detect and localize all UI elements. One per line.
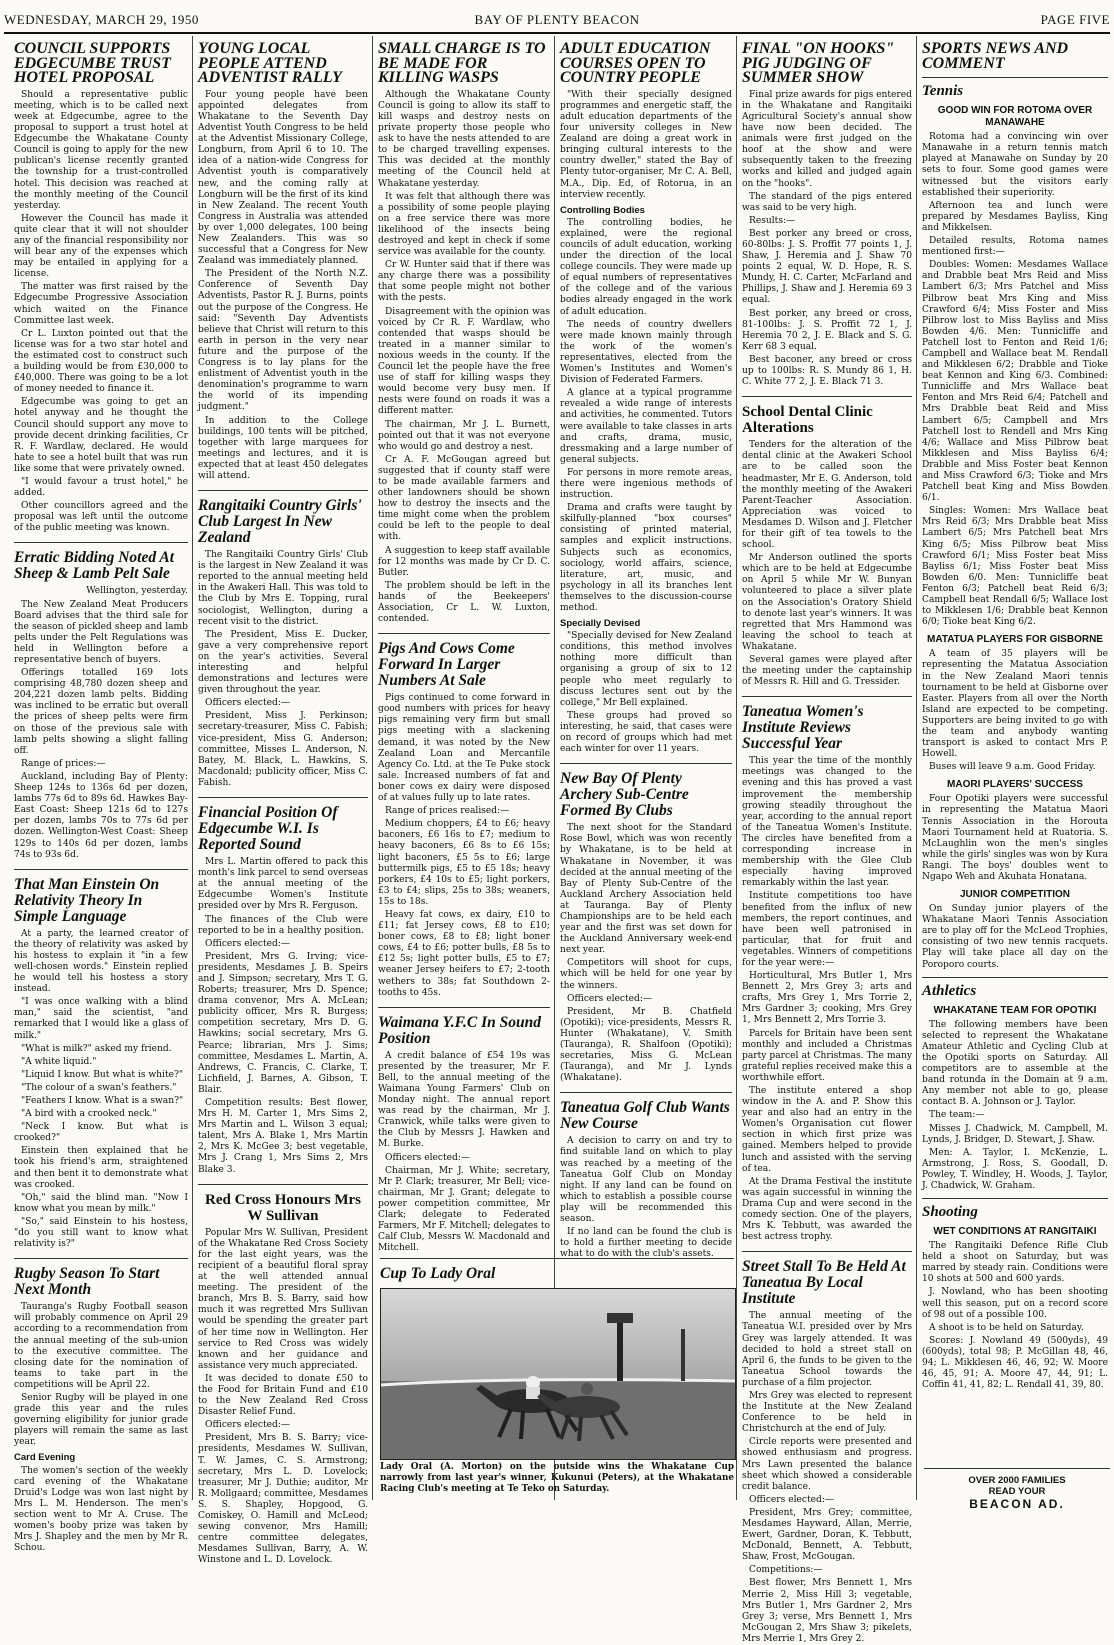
paragraph: Singles: Women: Mrs Wallace beat Mrs Reid 6/3; Mrs Drabble beat Miss Lambert 6/5; Mrs Patchell beat Mrs King 6/5; Miss Pilbrow beat Miss Crawford 6/1; Miss Foster beat Miss Bayliss 6/1; Miss Foster beat Miss Bowden 6/0. Men: Tunnicliffe beat Fenton 6/3; Patchell beat Reid 6/3; Campbell beat Rendall 6/5; Wallace lost to Mikklesen 1/6; Drabble beat Kennon 6/0; Tioke beat King 6/2. — [922, 506, 1108, 628]
paragraph: Men: A. Taylor, I. McKenzie, L. Armstrong, J. Ross, S. Goodall, D. Powley, T. Windley, H. Woods, J. Taylor, J. Chadwick, W. Graham. — [922, 1147, 1108, 1191]
paragraph: At the Drama Festival the institute was again successful in winning the Drama Cup and were second in the comedy section. One of the players, Mrs K. Tebbutt, was awarded the best actress trophy. — [742, 1176, 912, 1243]
paragraph: The controlling bodies, he explained, were the regional councils of adult education, working under the direction of the local college councils. They were made up of equal numbers of representatives of the college and of the various bodies already engaged in the work of adult education. — [560, 217, 732, 317]
paragraph: Competitions:— — [749, 1565, 823, 1576]
paragraph: Mrs Grey was elected to represent the Institute at the New Zealand Conference to be held in Christchurch at the end of July. — [742, 1390, 912, 1435]
paragraph: Officers elected:— — [567, 993, 652, 1004]
headline: Red Cross Honours Mrs W Sullivan — [198, 1184, 368, 1224]
paragraph: Officers elected:— — [205, 938, 290, 949]
paragraph: The Rangitaiki Defence Rifle Club held a shoot on Saturday, but was marred by steady rain. Conditions were 10 shots at 500 and 600 yards. — [922, 1241, 1108, 1285]
paragraph: Other councillors agreed and the proposal was left until the outcome of the public meeting was known. — [14, 501, 188, 534]
paragraph: If no land can be found the club is to hold a further meeting to decide what to do with the club's assets. — [560, 1227, 732, 1260]
paragraph: In addition to the College buildings, 100 tents will be pitched, together with large marquees for meetings and lectures, and it is expected that at least 450 delegates will attend. — [198, 415, 368, 481]
headline: School Dental Clinic Alterations — [742, 396, 912, 436]
paragraph: Circle reports were presented and showed enthusiasm and progress. Mrs Lawn presented the balance sheet which showed a considerable credit balance. — [742, 1437, 912, 1492]
paragraph: Tenders for the alteration of the dental clinic at the Awakeri School are to be called soon the headmaster, Mr E. G. Anderson, told the monthly meeting of the Awakeri Parent-Teacher Association. Appreciation was voiced to Mesdames D. Wilson and J. Fletcher for their gift of tea towels to the school. — [742, 440, 912, 551]
paragraph: Senior Rugby will be played in one grade this year and the rules governing eligibility for junior grade players will remain the same as last year. — [14, 1392, 188, 1448]
paragraph: "Specially devised for New Zealand conditions, this method involves nothing more difficult than organising a group of six to 12 people who meet regularly to discuss lectures sent out by the college," Mr Bell explained. — [560, 631, 732, 708]
column-rule — [736, 36, 737, 1500]
paragraph: "A bird with a crooked neck." — [21, 1109, 157, 1120]
paragraph: "Feathers I know. What is a swan?" — [21, 1096, 184, 1106]
paragraph: Officers elected:— — [749, 1494, 834, 1505]
headline: That Man Einstein On Relativity Theory In Simple Language — [14, 869, 188, 925]
paragraph: A credit balance of £54 19s was presented by the treasurer, Mr F. Bell, to the annual meeting of the Waimana Young Farmers' Club on Monday night. The annual report was read by the chairman, Mr J. Cranwick, while talks were given to the Club by Messrs J. Hawken and M. Burke. — [378, 1050, 550, 1150]
headline: Financial Position Of Edgecumbe W.I. Is Reported Sound — [198, 797, 368, 853]
paragraph: Cr A. F. McGougan agreed but suggested that if county staff were to be made available farmers and other landowners should be shown how to destroy the insects and the time might come when the problem could be left to the people to deal with. — [378, 454, 550, 543]
headline: Taneatua Golf Club Wants New Course — [560, 1092, 732, 1132]
paragraph: Parcels for Britain have been sent monthly and included a Christmas party parcel at Christmas. The many grateful replies received make this a worthwhile effort. — [742, 1028, 912, 1083]
column-rule — [192, 36, 193, 1500]
issue-date: WEDNESDAY, MARCH 29, 1950 — [4, 12, 199, 27]
paragraph: The problem should be left in the hands of the Beekeepers' Association, Cr L. W. Luxton, contended. — [378, 580, 550, 625]
newspaper-name: BAY OF PLENTY BEACON — [474, 12, 640, 27]
paragraph: A suggestion to keep staff available for 12 months was made by Cr D. C. Butler. — [378, 545, 550, 578]
paragraph: For persons in more remote areas, there were ingenious methods of instruction. — [560, 467, 732, 501]
paragraph: The President of the North N.Z. Conference of Seventh Day Adventists, Pastor R. J. Burns, points out the purpose of the Congress. He said: "Seventh Day Adventists believe that Christ will return to this earth in person in the very near future and the purpose of the Congress is to lay plans for the enlistment of Adventist youth in the denomination's programme to warn the world of its impending judgment." — [198, 269, 368, 413]
paragraph: The annual meeting of the Taneatua W.I. presided over by Mrs Grey was largely attended. It was decided to hold a street stall on April 6, the funds to be given to the Taneatua School towards the purchase of a film projector. — [742, 1311, 912, 1388]
paragraph: "What is milk?" asked my friend. — [21, 1043, 172, 1054]
advertisement — [924, 1468, 1110, 1511]
paragraph: The following members have been selected to represent the Whakatane Amateur Athletic and Cycling Club at the Opotiki sports on Saturday. All competitors are to assemble at the band rotunda in the Domain at 9 a.m. Any member not able to go, please contact B. A. Johnson or J. Taylor. — [922, 1019, 1108, 1108]
paragraph: However the Council has made it quite clear that it will not shoulder any of the financial responsibility nor will bear any of the expenses which may be entailed in applying for a license. — [14, 213, 188, 280]
paragraph: "The colour of a swan's feathers." — [21, 1082, 177, 1093]
photo-title: Cup To Lady Oral — [380, 1258, 734, 1282]
column-2 — [198, 38, 368, 1566]
paragraph: President, Mr B. Chatfield (Opotiki); vice-presidents, Messrs R. Hunter (Whakatane), V. Smith (Tauranga), R. Shalfoon (Opotiki); secretaries, Miss G. McLean (Tauranga), and Mr J. Lynds (Whakatane). — [560, 1006, 732, 1084]
headline: FINAL "ON HOOKS" PIG JUDGING OF SUMMER SHOW — [742, 40, 895, 87]
paragraph: Cr W. Hunter said that if there was any charge there was a possibility that some people might not bother with the pests. — [378, 260, 550, 304]
subheadline: GOOD WIN FOR ROTOMA OVER MANAWAHE — [937, 105, 1093, 129]
paragraph: Einstein then explained that he took his friend's arm, straightened and then bent it to demonstrate what was crooked. — [14, 1146, 188, 1190]
headline: Rangitaiki Country Girls' Club Largest In New Zealand — [198, 490, 368, 546]
paragraph: Misses J. Chadwick, M. Campbell, M. Lynds, J. Bridger, D. Stewart, J. Shaw. — [922, 1123, 1108, 1145]
paragraph: Four young people have been appointed delegates from Whakatane to the Seventh Day Adventist Youth Congress to be held at the Adventist Missionary College, Longburn, from April 6 to 10. The idea of a nation-wide Congress for Adventist youth is comparatively new, and the coming rally at Longburn will be the first of its kind in New Zealand. The recent Youth Congress in Australia was attended by over 1,000 delegates, 100 being New Zealanders. This was so successful that a Congress for New Zealand was immediately planned. — [198, 89, 368, 267]
paragraph: Four Opotiki players were successful in representing the Matatua Maori Tennis Association in the Horouta Maori Tournament held at Ruatoria. S. McLaughlin won the men's singles while the girls' singles was won by Kura Rangi. The boys' doubles went to Ngapo Weh and Akuhata Honatana. — [922, 794, 1108, 882]
paragraph: The women's section of the weekly card evening of the Whakatane Druid's Lodge was won last night by Mrs L. M. Henderson. The men's section went to Mr A. Cruse. The women's booby prize was taken by Mrs J. Shapley and the men by Mr R. Schou. — [14, 1465, 188, 1554]
headline: New Bay Of Plenty Archery Sub-Centre Formed By Clubs — [560, 763, 732, 819]
subheading: Specially Devised — [560, 618, 641, 630]
paragraph: Best baconer, any breed or cross up to 100lbs: R. S. Mundy 86 1, H. C. White 77 2, J. E. Black 71 3. — [742, 354, 912, 388]
paragraph: Mr Anderson outlined the sports which are to be held at Edgecumbe on April 5 while Mr W. Bunyan volunteered to place a silver plate on the Association's Oratory Shield to denote last year's winners. It was regretted that Mrs Hammond was leaving the school to teach at Whakatane. — [742, 553, 912, 652]
paragraph: Auckland, including Bay of Plenty: Sheep 124s to 136s 6d per dozen, lambs 77s 6d to 89s 6d. Hawkes Bay-East Coast: Sheep 121s 6d to 127s per dozen, lambs 70s to 77s 6d per dozen. Wellington-West Coast: Sheep 129s to 140s 6d per dozen, lambs 74s to 93s 6d. — [14, 771, 188, 860]
paragraph: The President, Miss E. Ducker, gave a very comprehensive report on the year's activities. Several interesting and helpful demonstrations and lectures were given throughout the year. — [198, 629, 368, 696]
paragraph: The Rangitaiki Country Girls' Club is the largest in New Zealand it was reported to the annual meeting held in the Awakeri Hall. This was told to the Club by Mrs E. Topping, rural sociologist, Wellington, during a recent visit to the district. — [198, 550, 368, 627]
paragraph: Drama and crafts were taught by skilfully-planned "box courses" consisting of printed material, samples and explicit instructions. Subjects such as economics, sociology, world affairs, science, literature, art, music, and psychology in all its branches lent themselves to the discussion-course method. — [560, 503, 732, 613]
paragraph: Horticultural, Mrs Butler 1, Mrs Bennett 2, Mrs Grey 3; arts and crafts, Mrs Grey 1, Mrs Torrie 2, Mrs Gardner 3; cooking, Mrs Grey 1, Mrs Bennett 2, Mrs Torrie 3. — [742, 971, 912, 1026]
paragraph: Best flower, Mrs Bennett 1, Mrs Merrie 2, Miss Hill 3; vegetable, Mrs Butler 1, Mrs Gardner 2, Mrs Grey 3; verse, Mrs Bennett 1, Mrs McGougan 2, Mrs Shaw 3; pikelets, Mrs Merrie 1, Mrs Grey 2. — [742, 1578, 912, 1644]
paragraph: "Liquid I know. But what is white?" — [21, 1069, 184, 1080]
headline: COUNCIL SUPPORTS EDGECUMBE TRUST HOTEL PROPOSAL — [14, 40, 171, 87]
paragraph: Afternoon tea and lunch were prepared by Mesdames Bayliss, King and Mikkelsen. — [922, 200, 1108, 233]
paragraph: The matter was first raised by the Edgecumbe Progressive Association which waited on the Finance Committee last week. — [14, 282, 188, 326]
paragraph: Mrs L. Martin offered to pack this month's link parcel to send overseas at the annual meeting of the Edgecumbe Women's Institute presided over by Mrs R. Ferguson. — [198, 857, 368, 912]
paragraph: Cr L. Luxton pointed out that the license was for a two star hotel and the estimated cost to construct such a building would be from £30,000 to £40,000. There was going to be a lot of money needed to finance it. — [14, 328, 188, 395]
masthead — [4, 4, 1110, 34]
paragraph: The team:— — [929, 1110, 985, 1121]
column-rule — [372, 36, 373, 1500]
paragraph: Competition results: Best flower, Mrs H. M. Carter 1, Mrs Sims 2, Mrs Martin and L. Wilson 3 equal; talent, Mrs A. Blake 1, Mrs Martin 2, Mrs K. McGee 3; best vegetable, Mrs J. Crang 1, Mrs Sims 2, Mrs Blake 3. — [198, 1098, 368, 1175]
paragraph: The needs of country dwellers were made known mainly through the work of the women's representatives, elected from the Women's Institutes and Women's Division of Federated Farmers. — [560, 319, 732, 386]
paragraph: Tauranga's Rugby Football season will probably commence on April 29 according to a recommendation from the annual meeting of the sub-union to the executive committee. The closing date for the nomination of teams to take part in the competitions will be April 22. — [14, 1302, 188, 1390]
paragraph: Best porker, any breed or cross, 81-100lbs: J. S. Proffit 72 1, J. Heremia 70 2, J. E. Black and S. G. Kerr 68 3 equal. — [742, 308, 912, 352]
paragraph: The institute entered a shop window in the A. and P. Show this year and also had an entry in the Women's Organisation cut flower section in which first prize was gained. Members helped to provide lunch and assisted with the serving of tea. — [742, 1086, 912, 1174]
paragraph: Doubles: Women: Mesdames Wallace and Drabble beat Mrs Reid and Miss Lambert 6/3; Mrs Patchel and Miss Pilbrow beat Mrs King and Miss Crawford 6/4; Miss Foster and Miss Pilbrow lost to Miss Bayliss and Miss Bowden 4/6. Men: Tunnicliffe and Patchell lost to Fenton and Reid 1/6; Campbell and Wallace beat M. Rendall and Mikklesen 6/2; Drabble and Tioke beat Kennon and King 6/3. Combined: Tunnicliffe and Mrs Wallace beat Fenton and Mrs Reid 6/4; Patchell and Mrs Drabble beat Reid and Miss Lambert 6/5; Campbell and Mrs Patchell lost to Rendell and Mrs King 4/6; Wallace and Miss Pilbrow beat Mikklesen and Miss Bayliss 6/4; Drabble and Miss Foster beat Kennon and Miss Crawford 6/3; Tioke and Mrs Patchell beat King and Miss Bowden 6/1. — [922, 260, 1108, 504]
headline: Pigs And Cows Come Forward In Larger Numbers At Sale — [378, 633, 550, 689]
paragraph: It was felt that although there was a possibility of some people playing on a free service there was more likelihood of the insects being destroyed and kept in check if some service was available for the county. — [378, 191, 550, 258]
paragraph: Chairman, Mr J. White; secretary, Mr P. Clark; treasurer, Mr Bell; vice-chairman, Mr J. Grant; delegate to power competition committee, Mr Clark; delegate to Federated Farmers, Mr F. Mitchell; delegates to Calf Club, Messrs W. Macdonald and Mitchell. — [378, 1165, 550, 1254]
paragraph: President, Miss J. Perkinson; secretary-treasurer, Miss C. Fabish; vice-president, Miss G. Anderson; committee, Misses L. Anderson, N. Batey, M. Black, L. Hawkins, S. Macdonald; publicity officer, Miss C. Fabish. — [198, 711, 368, 788]
headline: SPORTS NEWS AND COMMENT — [922, 40, 1069, 72]
paragraph: J. Nowland, who has been shooting well this season, put on a record score of 98 out of a possible 100. — [922, 1287, 1108, 1320]
subheadline: JUNIOR COMPETITION — [959, 889, 1070, 901]
paragraph: President, Mrs G. Irving; vice-presidents, Mesdames J. B. Speirs and J. Simpson; secretary, Mrs T. G. Roberts; treasurer, Mrs D. Spence; drama convenor, Mrs A. McLean; publicity officer, Mrs R. Burgess; competition secretary, Mrs D. G. Hawkins; social secretary, Mrs G. Pearce; librarian, Mrs J. Sims; committee, Mesdames L. Martin, A. Andrews, C. Francis, C. Clarke, T. Lichfield, J. Barnes, A. Gibson, T. Blair. — [198, 951, 368, 1095]
paragraph: "With their specially designed programmes and energetic staff, the adult education departments of the four university colleges in New Zealand are doing a great work in bringing cultural interests to the country dweller," stated the Bay of Plenty tutor-organiser, Mr C. A. Bell, M.A., Dip. Ed, of Rotorua, in an interview recently. — [560, 89, 732, 200]
paragraph: Officers elected:— — [385, 1152, 470, 1163]
column-6 — [922, 38, 1108, 1462]
paragraph: Pigs continued to come forward in good numbers with prices for heavy pigs remaining very firm but small pigs meeting with a slackening demand, it was noted by the New Zealand Loan and Mercantile Agency Co. Ltd. at the Te Puke stock sale. Increased numbers of fat and boner cows ex dairy were disposed of at values fully up to late rates. — [378, 693, 550, 804]
paragraph: Rotoma had a convincing win over Manawahe in a return tennis match played at Manawahe on Sunday by 20 sets to four. Some good games were witnessed but the visitors early established their superiority. — [922, 132, 1108, 198]
subheadline: MATATUA PLAYERS FOR GISBORNE — [927, 634, 1103, 646]
paragraph: A shoot is to be held on Saturday. — [929, 1322, 1084, 1333]
paragraph: On Sunday junior players of the Whakatane Maori Tennis Association are to play off for the McLeod Trophies, consisting of two new tennis racquets. Play will take place all day on the Poroporo courts. — [922, 904, 1108, 970]
paragraph: Medium choppers, £4 to £6; heavy baconers, £6 16s to £7; medium to heavy baconers, £6 8s to £6 15s; light baconers, £5 5s to £6; large buttermilk pigs, £5 to £5 18s; heavy porkers, £4 10s to £5; light porkers, £3 to £4; slips, 25s to 38s; weaners, 15s to 18s. — [378, 819, 550, 907]
paragraph: Disagreement with the opinion was voiced by Cr R. F. Wardlaw, who contended that wasps should be treated in a manner similar to noxious weeds in the county. If the Council let the people have the free use of staff for killing wasps they would become very busy men. If nests were found on roads it was a different matter. — [378, 306, 550, 417]
paragraph: Although the Whakatane County Council is going to allow its staff to kill wasps and destroy nests on private property those people who ask to have the nests attended to are to be charged travelling expenses. This was decided at the monthly meeting of the Council held at Whakatane yesterday. — [378, 89, 550, 189]
race-photo — [380, 1288, 736, 1460]
subheadline: WET CONDITIONS AT RANGITAIKI — [933, 1226, 1097, 1238]
subheadline: WHAKATANE TEAM FOR OPOTIKI — [933, 1004, 1097, 1016]
paragraph: Officers elected:— — [205, 1420, 290, 1431]
paragraph: Edgecumbe was going to get an hotel anyway and he thought the Council should support any move to provide decent drinking facilities, Cr R. F. Wardlaw, declared. He would hate to see a hotel built that was run like some that were privately owned. — [14, 397, 188, 474]
paragraph: Results:— — [749, 215, 796, 226]
paragraph: "I would favour a trust hotel," he added. — [14, 476, 188, 499]
headline: Rugby Season To Start Next Month — [14, 1258, 188, 1298]
paragraph: The next shoot for the Standard Rose Bowl, which was won recently by Whakatane, is to be held at Whakatane in November, it was decided at the annual meeting of the Bay of Plenty Sub-Centre of the Auckland Archery Association held at Tauranga. Bay of Plenty Championships are to be held each year and the first was set down for the Auckland Anniversary week-end next year. — [560, 823, 732, 956]
ad-line: READ YOUR — [988, 1486, 1046, 1497]
headline: Waimana Y.F.C In Sound Position — [378, 1007, 550, 1047]
column-5 — [742, 38, 912, 1644]
paragraph: A team of 35 players will be representing the Matatua Association in the New Zealand Maori tennis tournament to be held at Gisborne over Easter. Players from all over the North Island are expected to be competing. Supporters are being invited to go with the team and anybody wanting transport is asked to contact Mrs P. Howell. — [922, 649, 1108, 760]
paragraph: Several games were played after the meeting under the captainship of Messrs R. Hill and G. Tressider. — [742, 655, 912, 688]
paragraph: Offerings totalled 169 lots comprising 48,780 dozen sheep and 204,221 dozen lamb pelts. Bidding was inclined to be erratic but overall the prices of sheep pelts were firm on those of the previous sale with lamb pelts showing a slight falling off. — [14, 668, 188, 756]
headline: YOUNG LOCAL PEOPLE ATTEND ADVENTIST RALLY — [198, 40, 342, 87]
paragraph: "Oh," said the blind man. "Now I know what you mean by milk." — [14, 1192, 188, 1214]
subheading: Card Evening — [14, 1452, 76, 1464]
paragraph: Institute competitions too have benefited from the influx of new members, the report continues, and have been well patronised in particular, that for fruit and vegetables. Winners of competitions for the year were:— — [742, 891, 912, 968]
paragraph: Detailed results, Rotoma names mentioned first:— — [922, 236, 1108, 258]
headline: Street Stall To Be Held At Taneatua By Local Institute — [742, 1251, 912, 1307]
paragraph: Competitors will shoot for cups, which will be held for one year by the winners. — [560, 958, 732, 991]
column-rule — [916, 36, 917, 1500]
dateline: Wellington, yesterday. — [86, 586, 188, 597]
horse-race-image — [381, 1289, 735, 1459]
paragraph: Officers elected:— — [205, 698, 290, 709]
paragraph: A glance at a typical programme revealed a wide range of interests and activities, he commented. Tutors were available to take classes in arts and crafts, drama, music, dressmaking and a large number of general subjects. — [560, 388, 732, 465]
paragraph: "A white liquid." — [21, 1056, 97, 1067]
headline: Taneatua Women's Institute Reviews Successful Year — [742, 696, 912, 752]
paragraph: "Neck I know. But what is crooked?" — [14, 1122, 188, 1144]
paragraph: At a party, the learned creator of the theory of relativity was asked by his hostess to explain it "in a few well-chosen words." Einstein replied he would tell his hostess a story instead. — [14, 928, 188, 995]
paragraph: President, Mrs B. S. Barry; vice-presidents, Mesdames W. Sullivan, T. W. James, C. S. Armstrong; secretary, Mrs L. D. Lovelock; treasurer, Mr J. Duthie; auditor, Mr R. Mollgaard; committee, Mesdames S. S. Shapley, Hopgood, G. Comiskey, O. Hamill and McLeod; sewing convenor, Mrs Hamill; centre committee delegates, Mesdames Sullivan, Barry, A. W. Winstone and L. D. Lovelock. — [198, 1433, 368, 1566]
paragraph: Best porker any breed or cross, 60-80lbs: J. S. Proffit 77 points 1, J. Shaw, J. Heremia and J. Shaw 70 points 2 equal, W. D. Hope, R. S. Mundy, H. C. Carter, McFarland and Phillips, J. Shaw and J. Heremia 69 3 equal. — [742, 228, 912, 306]
headline: ADULT EDUCATION COURSES OPEN TO COUNTRY PEOPLE — [560, 40, 711, 87]
paragraph: The standard of the pigs entered was said to be very high. — [742, 191, 912, 213]
paragraph: The finances of the Club were reported to be in a healthy position. — [198, 914, 368, 936]
section-heading: Athletics — [922, 977, 1108, 999]
section-heading: Tennis — [922, 77, 1108, 99]
subheading: Controlling Bodies — [560, 204, 645, 216]
paragraph: Popular Mrs W. Sullivan, President of the Whakatane Red Cross Society for the last eight years, was the recipient of a beautiful floral spray at the well attended annual meeting. The president of the branch, Mrs B. S. Barry, said how much it was regretted Mrs Sullivan would be spending the greater part of her time now in Wellington. Her service to Red Cross was widely known and her guidance and assistance very much appreciated. — [198, 1227, 368, 1371]
page-number: PAGE FIVE — [1040, 12, 1110, 27]
paragraph: "So," said Einstein to his hostess, "do you still want to know what relativity is?" — [14, 1216, 188, 1250]
ad-line: OVER 2000 FAMILIES — [968, 1475, 1066, 1486]
photo-caption: Lady Oral (A. Morton) on the outside wins the Whakatane Cup narrowly from last year's winner, Kukunui (Peters), at the Whakatane Racing Club's meeting at Te Teko on Saturday. — [380, 1462, 734, 1494]
column-3 — [378, 38, 550, 1270]
paragraph: Final prize awards for pigs entered in the Whakatane and Rangitaiki Agricultural Society's annual show have now been decided. The animals were first judged on the hoof at the show and were subsequently taken to the freezing works and killed and judged again on the "hooks". — [742, 89, 912, 189]
headline: SMALL CHARGE IS TO BE MADE FOR KILLING WASPS — [378, 40, 546, 87]
section-heading: Shooting — [922, 1198, 1108, 1220]
paragraph: President, Mrs Grey; committee, Mesdames Hayward, Allan, Merrie, Ewert, Gardner, Doran, K. Tebbutt, McDonald, Bennett, A. Tebbutt, Shaw, Frost, McGougan. — [742, 1507, 912, 1563]
paragraph: Heavy fat cows, ex dairy, £10 to £11; fat Jersey cows, £8 to £10; boner cows, £8 to £8; light boner cows, £4 to £6; potter bulls, £8 5s to £12 5s; light potter bulls, £5 to £7; weaner Jersey heifers to £7; 2-tooth wethers to 38s; fat Southdown 2-tooths to 45s. — [378, 909, 550, 998]
paragraph: Scores: J. Nowland 49 (500yds), 49 (600yds), total 98; P. McGillan 48, 46, 94; L. Mikklesen 46, 46, 92; W. Moore 46, 45, 91; A. Moore 47, 44, 91; L. Coffin 41, 41, 82; L. Rendall 41, 39, 80. — [922, 1335, 1108, 1391]
paragraph: Should a representative public meeting, which is to be called next week at Edgecumbe, agree to the proposal to support a trust hotel at Edgecumbe the Whakatane County Council is going to apply for the new publican's license recently granted the township for a trust-controlled hotel. This decision was reached at the monthly meeting of the Council yesterday. — [14, 89, 188, 211]
subheadline: MAORI PLAYERS' SUCCESS — [947, 779, 1083, 791]
paragraph: Range of prices:— — [21, 758, 106, 769]
paragraph: These groups had proved so interesting, he said, that cases were on record of groups which had met each winter for over 11 years. — [560, 710, 732, 755]
paragraph: It was decided to donate £50 to the Food for Britain Fund and £10 to the New Zealand Red Cross Disaster Relief Fund. — [198, 1373, 368, 1418]
paragraph: This year the time of the monthly meetings was changed to the evening and this has proved a vast improvement the membership growing steadily throughout the year, according to the annual report of the Taneatua Women's Institute. The circles have benefited from a corresponding increase in membership with the Glee Club especially having improved remarkably within the last year. — [742, 756, 912, 889]
paragraph: "I was once walking with a blind man," said the scientist, "and remarked that I would like a glass of milk." — [14, 997, 188, 1041]
paragraph: Buses will leave 9 a.m. Good Friday. — [929, 762, 1096, 773]
paragraph: Range of prices realised:— — [385, 806, 510, 817]
column-1 — [14, 38, 188, 1554]
paragraph: The New Zealand Meat Producers Board advises that the third sale for the season of pickled sheep and lamb pelts under the Pelt Regulations was held in Wellington before a representative bench of buyers. — [14, 599, 188, 665]
ad-line: BEACON AD. — [969, 1497, 1065, 1511]
column-4 — [560, 38, 732, 1270]
paragraph: The chairman, Mr J. L. Burnett, pointed out that it was not everyone who would go and destroy a nest. — [378, 419, 550, 452]
headline: Erratic Bidding Noted At Sheep & Lamb Pelt Sale — [14, 542, 188, 582]
paragraph: A decision to carry on and try to find suitable land on which to play was reached by a meeting of the Taneatua Golf Club on Monday night. If any land can be found on which to establish a possible course play will be recommended this season. — [560, 1136, 732, 1225]
